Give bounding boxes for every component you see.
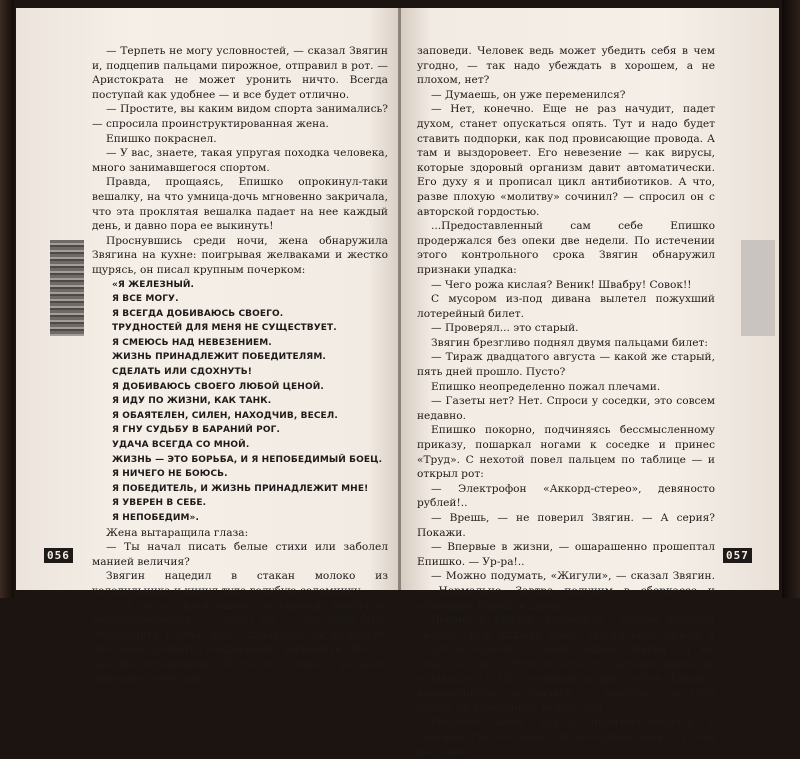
poem-line: Я УВЕРЕН В СЕБЕ.: [112, 498, 207, 509]
paragraph: — Думаешь, он уже переменился?: [431, 88, 626, 101]
book-cover-left-edge: [0, 0, 14, 598]
paragraph: Позднее жена как-то поинтересовалась у Звягина, где его часы. Он досадливо дернул углом рта: поте-: [417, 716, 715, 758]
paragraph: Звягин брезгливо поднял двумя пальцами билет:: [431, 336, 708, 349]
margin-photo: [50, 240, 84, 336]
paragraph: Правда, прощаясь, Епишко опрокинул-таки вешалку, на что умница-дочь мгновенно закричала, что эта проклятая вешалка падает на нее каждый день, и давно пора ее выкинуть!: [92, 176, 388, 233]
paragraph: — Электрофон «Аккорд-стерео», девяносто рублей!..: [417, 482, 715, 510]
poem-line: Я НИЧЕГО НЕ БОЮСЬ.: [112, 469, 228, 480]
poem-line: Я ОБАЯТЕЛЕН, СИЛЕН, НАХОДЧИВ, ВЕСЕЛ.: [112, 410, 338, 421]
page-number: 056: [44, 548, 73, 563]
margin-photo: [741, 240, 775, 336]
paragraph: — Впервые в жизни, — ошарашенно прошептал Епишко. — Ур-ра!..: [417, 541, 715, 568]
left-page-text: [92, 44, 388, 686]
paragraph: Девяносто рублей употребили с толком: выбрали светло-серый пиджак вроде звягинского, брюки и голубую сорочку. Старый пиджак Звягин тут же сунул в урну: «Чтоб и духу его неудачливого не оставалось!» На оставшиеся два рубля Епишко вознамерился постричься «у мастера», и стал похож на помощника режиссера.: [417, 614, 715, 714]
right-page: [401, 8, 779, 758]
paragraph: — Чего рожа кислая? Веник! Швабру! Совок!!: [431, 278, 692, 291]
poem-line: ЖИЗНЬ ПРИНАДЛЕЖИТ ПОБЕДИТЕЛЯМ.: [112, 352, 326, 363]
paragraph: Жена вытаращила глаза:: [106, 526, 249, 539]
paragraph: — У него сильнейший, застарелый комплекс неполноценности, — сказал он. — Это надо было переломить. Сейчас дело сдвинулось, он на взлете. Это надо развить, поддержать, закрепить. Вот — как бы аутотренинг. Пусть по утрам и на ночь повторяет себе сии: [92, 599, 388, 685]
poem-line: «Я ЖЕЛЕЗНЫЙ.: [112, 279, 195, 290]
poem-line: Я ДОБИВАЮСЬ СВОЕГО ЛЮБОЙ ЦЕНОЙ.: [112, 381, 324, 392]
paragraph: — Можно подумать, «Жигули», — сказал Звягин. — Нормально. Завтра получим в сберкассе и отоварим. Порядок давай!: [417, 570, 715, 612]
poem-line: Я СМЕЮСЬ НАД НЕВЕЗЕНИЕМ.: [112, 337, 272, 348]
poem-line: Я ГНУ СУДЬБУ В БАРАНИЙ РОГ.: [112, 425, 280, 436]
poem-line: Я ПОБЕДИТЕЛЬ, И ЖИЗНЬ ПРИНАДЛЕЖИТ МНЕ!: [112, 483, 369, 494]
poem-line: Я ВСЕ МОГУ.: [112, 294, 179, 305]
paragraph: Проснувшись среди ночи, жена обнаружила Звягина на кухне: поигрывая желваками и жестко щурясь, он писал крупным почерком:: [92, 234, 388, 276]
poem-line: СДЕЛАТЬ ИЛИ СДОХНУТЬ!: [112, 367, 252, 378]
paragraph: — Проверял... это старый.: [431, 322, 579, 335]
paragraph: — У вас, знаете, такая упругая походка человека, много занимавшегося спортом.: [92, 147, 388, 174]
paragraph: заповеди. Человек ведь может убедить себя в чем угодно, — так надо убеждать в хорошем, а не плохом, нет?: [417, 45, 715, 87]
paragraph: Епишко неопределенно пожал плечами.: [431, 380, 661, 393]
paragraph: Епишко покраснел.: [106, 132, 217, 145]
poem-line: Я НЕПОБЕДИМ».: [112, 513, 199, 523]
paragraph: — Нет, конечно. Еще не раз начудит, падет духом, станет опускаться опять. Тут и надо будет ставить подпорки, как под провисающие провода. А там и выздоровеет. Его невезение — как вирусы, которые здоровый организм давит автоматически. Его духу я и прописал цикл антибиотиков. А что, разве плохую «молитву» сочинил? — спросил он с авторской гордостью.: [417, 103, 715, 218]
paragraph: — Терпеть не могу условностей, — сказал Звягин и, подцепив пальцами пирожное, отправил в рот. — Аристократа не может уронить ничто. Всегда поступай как удобнее — и все будет отлично.: [92, 45, 388, 101]
paragraph: — Врешь, — не поверил Звягин. — А серия? Покажи.: [417, 512, 715, 539]
poem-block: [112, 278, 388, 526]
left-page: [16, 8, 399, 685]
paragraph: — Ты начал писать белые стихи или заболел манией величия?: [92, 541, 388, 568]
poem-line: Я ВСЕГДА ДОБИВАЮСЬ СВОЕГО.: [112, 308, 284, 319]
poem-line: УДАЧА ВСЕГДА СО МНОЙ.: [112, 440, 250, 451]
paragraph: ...Предоставленный сам себе Епишко продержался без опеки две недели. По истечении этого контрольного срока Звягин обнаружил признаки упадка:: [417, 220, 715, 276]
right-page-text: [417, 44, 715, 759]
paragraph: Звягин нацедил в стакан молоко из холодильника и кинул туда голубую соломинку.: [92, 570, 388, 597]
poem-line: Я ИДУ ПО ЖИЗНИ, КАК ТАНК.: [112, 396, 272, 407]
paragraph: — Тираж двадцатого августа — какой же старый, пять дней прошло. Пусто?: [417, 351, 715, 379]
paragraph: Епишко покорно, подчиняясь бессмысленному приказу, пошаркал ногами к соседке и принес «Труд». С нехотой повел пальцем по таблице — и открыл рот:: [417, 424, 715, 481]
book-cover-right-edge: [782, 0, 800, 598]
poem-line: ТРУДНОСТЕЙ ДЛЯ МЕНЯ НЕ СУЩЕСТВУЕТ.: [112, 323, 337, 334]
page-number: 057: [723, 548, 752, 563]
paragraph: С мусором из-под дивана вылетел пожухший лотерейный билет.: [417, 293, 715, 320]
poem-line: ЖИЗНЬ — ЭТО БОРЬБА, И Я НЕПОБЕДИМЫЙ БОЕЦ.: [112, 454, 383, 465]
paragraph: — Газеты нет? Нет. Спроси у соседки, это совсем недавно.: [417, 395, 715, 422]
paragraph: — Простите, вы каким видом спорта занимались? — спросила проинструктированная жена.: [92, 103, 388, 130]
